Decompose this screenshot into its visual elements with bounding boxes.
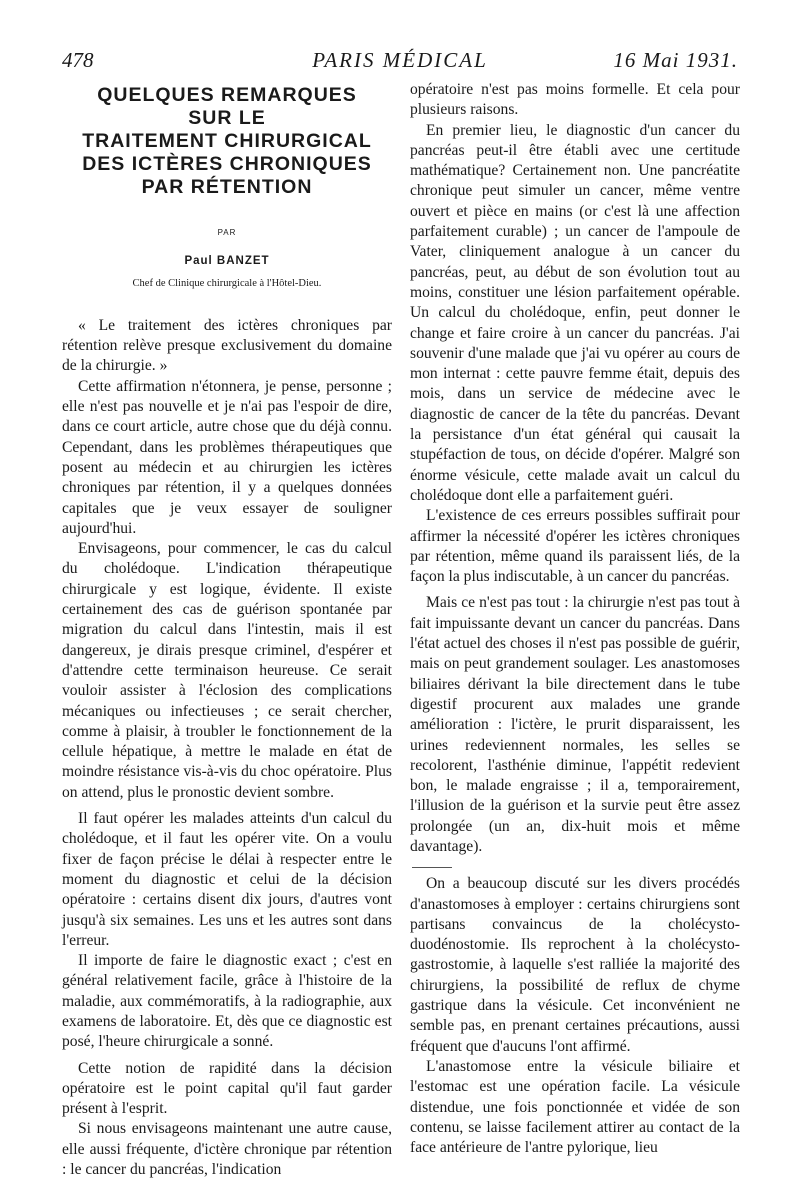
paragraph: En premier lieu, le diagnostic d'un cancer du pancréas peut-il être établi avec une certitude mathématique? Certainement non. Une pancréatite chronique peut simuler un cancer, même ventre ouvert et pièce en mains (or c'est là une affection parfaitement curable) ; un cancer de l'ampoule de Vater, cliniquement analogue à un cancer du pancréas, peut, au début de son évolution tout au moins, constituer une lésion parfaitement opérable. Un calcul du cholédoque, enfin, peut donner le change et faire croire à un cancer du pancréas. J'ai souvenir d'une malade que j'ai vu opérer au cours de mon internat : cette pauvre femme était, depuis des mois, dans un service de médecine avec le diagnostic de cancer de la tête du pancréas. Devant la persistance d'un état général qui causait la stupéfaction de tous, on décide d'opérer. Malgré son énorme vésicule, cette malade avait un calcul du cholédoque dont elle a parfaitement guéri. (410, 121, 740, 504)
title-line: TRAITEMENT CHIRURGICAL (82, 130, 372, 152)
right-column (410, 80, 740, 1158)
byline-par: PAR (217, 228, 237, 237)
paragraph: On a beaucoup discuté sur les divers procédés d'anastomoses à employer : certains chirurgiens sont partisans convaincus de la cholécysto-duodénostomie. Ils reprochent à la cholécysto-gastrostomie, à laquelle s'est ralliée la majorité des chirurgiens, la possibilité de reflux de chyme gastrique dans la vésicule. Cet inconvénient ne semble pas, en prenant certaines précautions, aussi fréquent que d'aucuns l'ont affirmé. (410, 875, 740, 1055)
page-number: 478 (62, 48, 94, 72)
title-line: PAR RÉTENTION (141, 176, 313, 198)
paragraph: Mais ce n'est pas tout : la chirurgie n'est pas tout à fait impuissante devant un cancer du pancréas. Dans l'état actuel des choses il n'est pas possible de guérir, mais on peut grandement soulager. Les anastomoses biliaires dérivant la bile directement dans le tube digestif procurent aux malades une grande amélioration : l'ictère, le prurit disparaissent, les urines redeviennent normales, les selles se recolorent, l'asthénie diminue, l'appétit redevient bon, le malade engraisse ; il a, temporairement, l'illusion de la guérison et la survie peut être assez prolongée (un an, dix-huit mois et même davantage). (410, 594, 740, 855)
paragraph: Si nous envisageons maintenant une autre cause, elle aussi fréquente, d'ictère chronique par rétention : le cancer du pancréas, l'indication (62, 1120, 392, 1179)
left-column (62, 84, 392, 1180)
paragraph: L'anastomose entre la vésicule biliaire et l'estomac est une opération facile. La vésicule distendue, une fois ponctionnée et vidée de son contenu, se laisse facilement attirer au contact de la face antérieure de l'antre pylorique, lieu (410, 1057, 740, 1157)
paragraph: opératoire n'est pas moins formelle. Et cela pour plusieurs raisons. (410, 81, 740, 119)
author-affiliation: Chef de Clinique chirurgicale à l'Hôtel-Dieu. (132, 277, 322, 289)
title-line: QUELQUES REMARQUES (97, 84, 357, 106)
page-header (62, 46, 738, 80)
paragraph: Il faut opérer les malades atteints d'un calcul du cholédoque, et il faut les opérer vite. On a voulu fixer de façon précise le délai à respecter entre le moment du diagnostic et celui de la décision opératoire : certains disent dix jours, d'autres vont jusqu'à six semaines. Les uns et les autres sont dans l'erreur. (62, 810, 392, 949)
title-line: DES ICTÈRES CHRONIQUES (82, 153, 372, 175)
paragraph: Cette notion de rapidité dans la décision opératoire est le point capital qu'il faut garder présent à l'esprit. (62, 1059, 392, 1118)
article-title (62, 84, 392, 199)
paragraph: Envisageons, pour commencer, le cas du calcul du cholédoque. L'indication thérapeutique chirurgicale y est logique, évidente. Il existe certainement des cas de guérison spontanée par migration du calcul dans l'intestin, mais il est dangereux, je dirais presque criminel, d'espérer et d'attendre cette terminaison heureuse. Ce serait vouloir assister à l'éclosion des complications mécaniques ou infectieuses ; ce serait chercher, comme à plaisir, à troubler le fonctionnement de la cellule hépatique, à mettre le malade en état de moindre résistance vis-à-vis du choc opératoire. Plus on attend, plus le pronostic devient sombre. (62, 540, 392, 801)
paragraph: « Le traitement des ictères chroniques par rétention relève presque exclusivement du domaine de la chirurgie. » (62, 316, 392, 375)
issue-date: 16 Mai 1931. (613, 48, 738, 72)
section-separator (412, 867, 452, 868)
paragraph: L'existence de ces erreurs possibles suffirait pour affirmer la nécessité d'opérer les ictères chroniques par rétention, même quand ils paraissent liés, de la façon la plus indiscutable, à un cancer du pancréas. (410, 507, 740, 586)
paragraph: Il importe de faire le diagnostic exact ; c'est en général relativement facile, grâce à l'histoire de la maladie, aux commémoratifs, à la radiographie, aux examens de laboratoire. Et, dès que ce diagnostic est posé, l'heure chirurgicale a sonné. (62, 952, 392, 1051)
title-line: SUR LE (188, 107, 266, 129)
author-name: Paul BANZET (184, 255, 270, 268)
paragraph: Cette affirmation n'étonnera, je pense, personne ; elle n'est pas nouvelle et je n'ai pas l'espoir de dire, dans ce court article, autre chose que du déjà connu. Cependant, dans les problèmes thérapeutiques que posent au médecin et au chirurgien les ictères chroniques par rétention, il y a quelques données capitales que je veux essayer de souligner aujourd'hui. (62, 377, 392, 537)
journal-title: PARIS MÉDICAL (312, 48, 488, 72)
